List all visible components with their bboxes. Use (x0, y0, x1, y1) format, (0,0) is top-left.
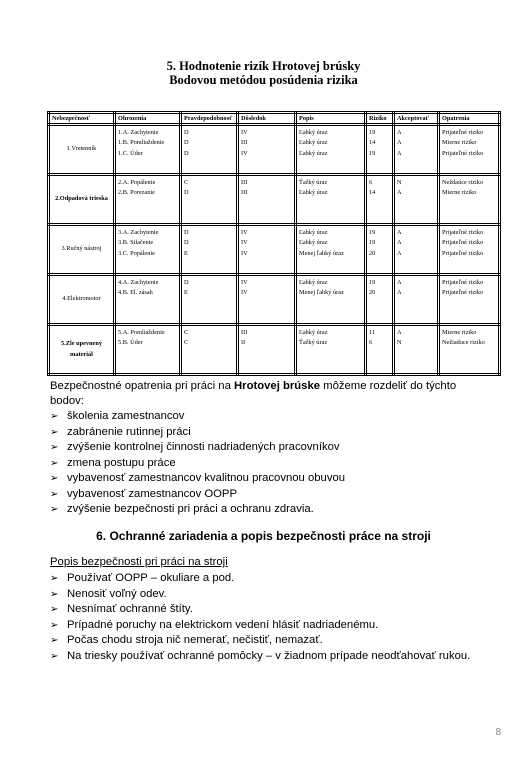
measure-item-text: školenia zamestnancov (67, 410, 185, 422)
probability-value: D (184, 149, 189, 157)
measures-cell (439, 275, 500, 325)
threats-cell (115, 175, 181, 225)
measures-value: Prijateľné riziko (442, 129, 484, 136)
risk-value: 19 (369, 279, 376, 286)
measures-value: Mierne riziko (442, 139, 477, 147)
safety-rule-item-text: Používať OOPP – okuliare a pod. (67, 572, 235, 584)
consequence-value: IV (241, 149, 248, 157)
header-hazard: Nebezpečnosť (49, 113, 115, 125)
safety-rule-item (50, 602, 470, 618)
section-5-title: 5. Hodnotenie rizík Hrotovej brúsky (166, 59, 361, 73)
description-value: Ľahký úraz (299, 279, 328, 286)
arrow-bullet-icon: ➢ (50, 488, 59, 500)
measures-cell (439, 175, 500, 225)
accept-cell (394, 325, 439, 375)
arrow-bullet-icon: ➢ (50, 442, 59, 453)
consequence-cell (238, 275, 296, 325)
accept-value: N (397, 179, 402, 186)
description-value: Ľahký úraz (299, 129, 328, 136)
measure-item (50, 487, 345, 503)
section-5-subtitle: Bodovou metódou posúdenia rizika (169, 73, 358, 87)
risk-cell (366, 225, 394, 275)
accept-value: A (397, 289, 402, 297)
description-cell (296, 175, 366, 225)
hazard-cell: 4.Elektromotor (49, 275, 115, 325)
arrow-bullet-icon: ➢ (50, 504, 59, 515)
threats-cell (115, 225, 181, 275)
probability-value: C (184, 339, 189, 347)
measures-cell (439, 325, 500, 375)
probability-value: D (184, 139, 189, 147)
measures-list (50, 409, 345, 518)
measure-item (50, 440, 345, 456)
consequence-cell (238, 225, 296, 275)
probability-value: D (184, 129, 189, 136)
threats-cell (115, 125, 181, 175)
safety-rule-item-text: Prípadné poruchy na elektrickom vedení hlásiť nadriadenému. (67, 618, 379, 631)
risk-value: 19 (369, 239, 376, 247)
measures-value: Prijateľné riziko (442, 239, 484, 247)
measure-item (50, 409, 345, 425)
consequence-value: IV (241, 129, 248, 136)
accept-cell (394, 125, 439, 175)
risk-value: 14 (369, 139, 376, 147)
measure-item (50, 471, 345, 487)
measures-value: Mierne riziko (442, 329, 477, 336)
measures-value: Prijateľné riziko (442, 249, 484, 257)
safety-rule-item (50, 587, 470, 603)
measures-value: Prijateľné riziko (442, 229, 484, 236)
safety-rule-item (50, 633, 470, 649)
accept-cell (394, 225, 439, 275)
table-row (49, 325, 500, 375)
arrow-bullet-icon: ➢ (50, 619, 59, 631)
accept-cell (394, 175, 439, 225)
measures-value: Neždaúce riziko (442, 179, 484, 186)
description-value: Ťažký úraz (299, 179, 328, 186)
risk-value: 6 (369, 339, 373, 347)
description-value: Ťažký úraz (299, 339, 328, 347)
probability-cell (181, 325, 238, 375)
section-6-subtitle: Popis bezpečnosti pri práci na stroji (50, 556, 228, 568)
intro-paragraph (50, 379, 456, 394)
threats-value: 4.A. Zachytenie (118, 279, 159, 286)
accept-value: A (397, 239, 402, 247)
risk-assessment-table (47, 111, 501, 376)
safety-rule-item-text: Nesnímať ochranné štíty. (67, 603, 193, 615)
threats-value: 1.A. Zachytenie (118, 129, 159, 136)
consequence-cell (238, 125, 296, 175)
table-header-row (49, 113, 500, 125)
description-cell (296, 275, 366, 325)
description-value: Menej ľahký úraz (299, 289, 344, 297)
description-cell (296, 225, 366, 275)
measure-item (50, 425, 345, 441)
risk-value: 19 (369, 229, 376, 236)
measure-item-text: vybavenosť zamestnancov kvalitnou pracovnou obuvou (67, 472, 346, 484)
consequence-value: III (241, 189, 248, 197)
accept-value: A (397, 279, 402, 286)
threats-value: 4.B. El. zásah (118, 289, 153, 297)
consequence-value: IV (241, 249, 248, 257)
risk-table-body (49, 125, 500, 375)
table-row (49, 175, 500, 225)
hazard-cell: 5.Zle upevnený materiál (49, 325, 115, 375)
arrow-bullet-icon: ➢ (50, 650, 59, 662)
accept-value: A (397, 129, 402, 136)
probability-value: C (184, 329, 189, 336)
safety-list (50, 571, 470, 664)
intro-paragraph-line2: bodov: (50, 395, 84, 407)
header-accept: Akceptovať (394, 113, 439, 125)
accept-value: A (397, 139, 402, 147)
threats-value: 1.B. Pomliaždenie (118, 139, 165, 147)
accept-cell (394, 275, 439, 325)
page-number: 8 (495, 727, 501, 738)
risk-cell (366, 325, 394, 375)
threats-value: 1.C. Úder (118, 149, 143, 157)
consequence-value: III (241, 139, 248, 147)
consequence-value: III (241, 179, 248, 186)
header-probability: Pravdepodobnosť (181, 113, 238, 125)
risk-value: 11 (369, 329, 376, 336)
threats-value: 3.A. Zachytenie (118, 229, 159, 236)
section-6-title: 6. Ochranné zariadenia a popis bezpečnosti práce na stroji (96, 529, 431, 543)
risk-value: 19 (369, 149, 376, 157)
probability-cell (181, 275, 238, 325)
measures-cell (439, 125, 500, 175)
measures-value: Nežiaduce riziko (442, 339, 485, 347)
threats-value: 5.A. Pomliaždenie (118, 329, 165, 336)
consequence-value: III (241, 329, 248, 336)
measure-item-text: zvýšenie bezpečnosti pri práci a ochranu zdravia. (67, 503, 314, 515)
probability-cell (181, 225, 238, 275)
arrow-bullet-icon: ➢ (50, 411, 59, 422)
description-cell (296, 325, 366, 375)
risk-cell (366, 125, 394, 175)
risk-value: 20 (369, 249, 376, 257)
description-value: Ľahký úraz (299, 149, 328, 157)
consequence-cell (238, 325, 296, 375)
probability-value: C (184, 179, 189, 186)
probability-value: D (184, 239, 189, 247)
measure-item-text: zmena postupu práce (67, 456, 176, 469)
consequence-value: IV (241, 229, 248, 236)
safety-rule-item (50, 618, 470, 634)
threats-value: 2.B. Porezanie (118, 189, 155, 197)
consequence-value: II (241, 339, 246, 347)
measures-value: Prijateľné riziko (442, 149, 484, 157)
measure-item (50, 456, 345, 472)
consequence-value: IV (241, 289, 248, 297)
header-threats: Ohrozenia (115, 113, 181, 125)
arrow-bullet-icon: ➢ (50, 588, 59, 600)
measures-value: Prijateľné riziko (442, 279, 484, 286)
measures-value: Prijateľné riziko (442, 289, 484, 297)
header-measures: Opatrenia (439, 113, 500, 125)
safety-rule-item-text: Na triesky používať ochranné pomôcky – v žiadnom prípade neodťahovať rukou. (67, 649, 471, 662)
hazard-cell: 1.Vretenník (49, 125, 115, 175)
safety-rule-item-text: Nenosiť voľný odev. (67, 587, 167, 600)
description-value: Ľahký úraz (299, 329, 328, 336)
probability-value: D (184, 189, 189, 197)
header-description: Popis (296, 113, 366, 125)
header-consequence: Dôsledok (238, 113, 296, 125)
accept-value: A (397, 189, 402, 197)
probability-value: E (184, 249, 188, 257)
probability-cell (181, 125, 238, 175)
probability-cell (181, 175, 238, 225)
threats-cell (115, 275, 181, 325)
risk-value: 20 (369, 289, 376, 297)
table-row (49, 225, 500, 275)
measures-cell (439, 225, 500, 275)
measure-item (50, 502, 345, 518)
description-cell (296, 125, 366, 175)
table-row (49, 125, 500, 175)
description-value: Menej ľahký úraz (299, 249, 344, 257)
risk-value: 19 (369, 129, 376, 136)
measure-item-text: zabránenie rutinnej práci (67, 425, 191, 438)
hazard-cell: 2.Odpadová trieska (49, 175, 115, 225)
description-value: Ľahký úraz (299, 239, 328, 247)
risk-value: 6 (369, 179, 373, 186)
intro-machine-name: Hrotovej brúske (234, 380, 321, 392)
accept-value: A (397, 149, 402, 157)
consequence-value: IV (241, 239, 248, 247)
consequence-cell (238, 175, 296, 225)
arrow-bullet-icon: ➢ (50, 473, 59, 484)
arrow-bullet-icon: ➢ (50, 573, 59, 584)
arrow-bullet-icon: ➢ (50, 604, 59, 615)
probability-value: D (184, 279, 189, 286)
intro-text-end: môžeme rozdeliť do týchto (320, 380, 457, 392)
description-value: Ľahký úraz (299, 139, 328, 147)
safety-rule-item (50, 649, 470, 665)
accept-value: A (397, 229, 402, 236)
measures-value: Mierne riziko (442, 189, 477, 197)
safety-rule-item-text: Počas chodu stroja nič nemerať, nečistiť, nemazať. (67, 634, 323, 646)
safety-rule-item (50, 571, 470, 587)
measure-item-text: zvýšenie kontrolnej činnosti nadriadených pracovníkov (67, 441, 340, 453)
risk-cell (366, 175, 394, 225)
intro-text: Bezpečnostné opatrenia pri práci na (50, 380, 235, 392)
threats-cell (115, 325, 181, 375)
arrow-bullet-icon: ➢ (50, 635, 59, 646)
arrow-bullet-icon: ➢ (50, 426, 59, 438)
table-row (49, 275, 500, 325)
threats-value: 3.C. Popálenie (118, 249, 155, 257)
threats-value: 3.B. Stlačenie (118, 239, 154, 247)
hazard-cell: 3.Ručný nástroj (49, 225, 115, 275)
accept-value: A (397, 329, 402, 336)
risk-value: 14 (369, 189, 376, 197)
description-value: Ľahký úraz (299, 189, 328, 197)
probability-value: E (184, 289, 188, 297)
consequence-value: IV (241, 279, 248, 286)
threats-value: 5.B. Úder (118, 339, 143, 347)
arrow-bullet-icon: ➢ (50, 457, 59, 469)
risk-cell (366, 275, 394, 325)
threats-value: 2.A. Popálenie (118, 179, 156, 186)
header-risk: Riziko (366, 113, 394, 125)
accept-value: A (397, 249, 402, 257)
probability-value: D (184, 229, 189, 236)
description-value: Ľahký úraz (299, 229, 328, 236)
measure-item-text: vybavenosť zamestnancov OOPP (67, 487, 238, 500)
accept-value: N (397, 339, 402, 347)
